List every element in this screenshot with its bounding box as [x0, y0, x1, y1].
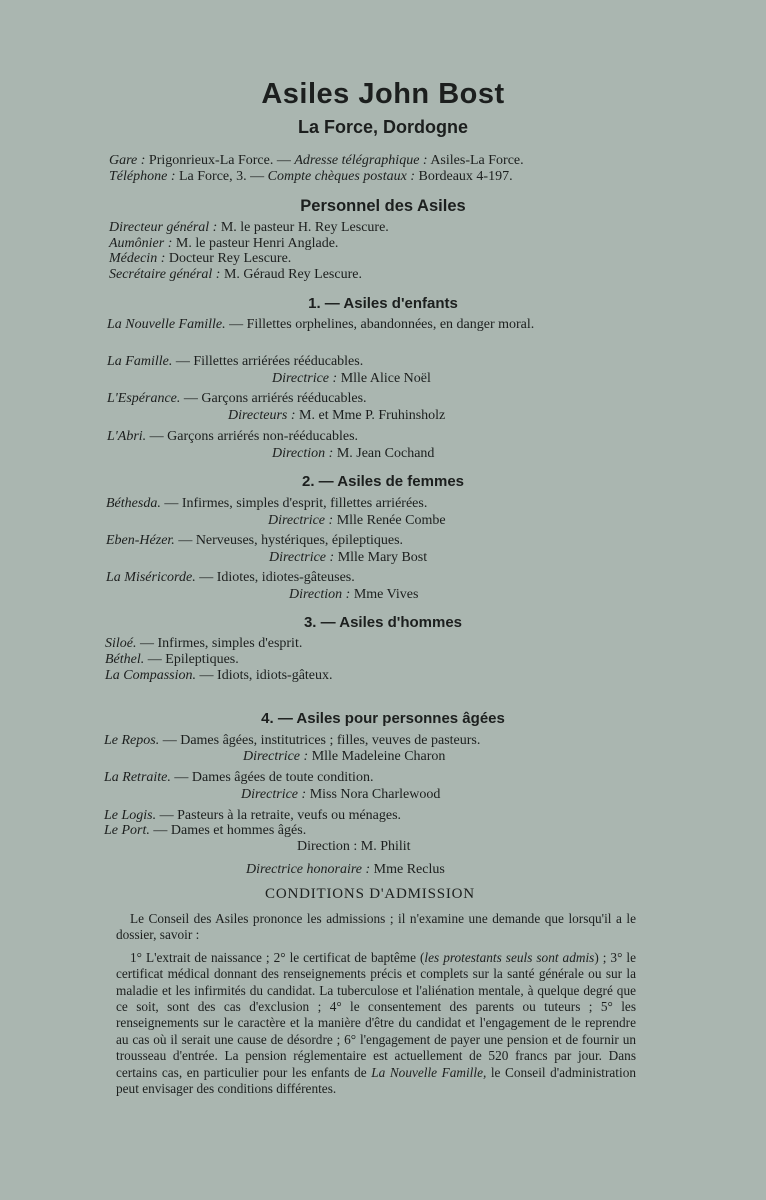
section-heading-3: 3. — Asiles d'hommes: [303, 614, 463, 631]
entry-place: L'Abri.: [107, 429, 147, 444]
honorary-name: Mme Reclus: [373, 862, 445, 877]
entry-line: [107, 317, 534, 333]
staff-name: Mme Vives: [353, 587, 419, 602]
personnel-role: Secrétaire général :: [109, 267, 221, 282]
conditions-text-1: 1° L'extrait de naissance ; 2° le certificat de baptême (: [130, 949, 425, 965]
entry-line: [107, 354, 363, 370]
staff-label: Direction :: [289, 587, 351, 602]
entry-place: L'Espérance.: [107, 391, 181, 406]
entry-staff: [268, 513, 446, 529]
personnel-item: [109, 251, 291, 267]
entry-place: La Compassion.: [105, 668, 197, 683]
entry-place: Béthesda.: [106, 496, 161, 511]
entry-place: La Famille.: [107, 354, 173, 369]
entry-desc: — Dames et hommes âgés.: [153, 823, 307, 838]
entry-desc: — Garçons arriérés rééducables.: [183, 391, 367, 406]
entry-line: [105, 636, 302, 652]
entry-line: [104, 733, 480, 749]
adresse-value: Asiles-La Force.: [430, 153, 524, 168]
staff-label: Directrice :: [269, 550, 335, 565]
personnel-item: [109, 267, 362, 283]
staff-label: Directrice :: [243, 749, 309, 764]
staff-name: M. Jean Cochand: [336, 446, 435, 461]
honorary-label: Directrice honoraire :: [246, 862, 371, 877]
staff-name: Mlle Madeleine Charon: [311, 749, 446, 764]
staff-name: Miss Nora Charlewood: [309, 787, 441, 802]
contact-line-1: [109, 153, 524, 169]
section-heading-2: 2. — Asiles de femmes: [301, 473, 465, 490]
personnel-item: [109, 220, 389, 236]
entry-desc: — Garçons arriérés non-rééducables.: [149, 429, 359, 444]
entry-desc: — Fillettes orphelines, abandonnées, en danger moral.: [229, 317, 535, 332]
entry-place: Le Logis.: [104, 808, 157, 823]
personnel-name: M. Géraud Rey Lescure.: [223, 267, 362, 282]
conditions-text-2: ) ; 3° le certificat médical donnant des renseignements précis et complets sur la santé générale ou sur la maladie et les infirmités du candidat. La tuberculose et l'aliénation mentale, à quelque degré que ce soit, sont des cas d'exclusion ; 4° le consentement des parents ou tuteurs ; 5° les renseignements sur le caractère et la manière d'être du candidat et l'engagement de le reprendre au cas où il serait une cause de désordre ; 6° l'engagement de payer une pension et de fournir un trousseau d'entrée. La pension réglementaire est actuellement de 520 francs par jour. Dans certains cas, en particulier pour les enfants de: [116, 949, 636, 1080]
entry-line: [105, 652, 239, 668]
entry-desc: — Nerveuses, hystériques, épileptiques.: [178, 533, 404, 548]
entry-line: [106, 496, 427, 512]
staff-label: Directrice :: [268, 513, 334, 528]
entry-staff: [228, 408, 445, 424]
entry-staff: [272, 446, 434, 462]
conditions-heading: CONDITIONS D'ADMISSION: [265, 886, 475, 902]
conditions-italic-1: les protestants seuls sont admis: [424, 949, 595, 965]
conditions-text-3: le Conseil d'administration peut envisager des conditions différentes.: [116, 1064, 636, 1097]
entry-desc: — Fillettes arriérées rééducables.: [175, 354, 364, 369]
gare-value: Prigonrieux-La Force. —: [148, 153, 291, 168]
telephone-value: La Force, 3. —: [178, 169, 265, 184]
entry-place: Béthel.: [105, 652, 145, 667]
entry-desc: — Dames âgées, institutrices ; filles, veuves de pasteurs.: [162, 733, 481, 748]
entry-place: La Nouvelle Famille.: [107, 317, 226, 332]
staff-name: M. Philit: [360, 839, 411, 854]
entry-line: [104, 770, 373, 786]
conditions-body: [116, 911, 636, 1097]
entry-line: [104, 823, 306, 839]
conditions-intro: Le Conseil des Asiles prononce les admissions ; il n'examine une demande que lorsqu'il a le dossier, savoir :: [116, 911, 636, 943]
personnel-name: M. le pasteur Henri Anglade.: [175, 236, 339, 251]
staff-label: Direction :: [272, 446, 334, 461]
entry-desc: — Idiotes, idiotes-gâteuses.: [199, 570, 355, 585]
entry-line: [106, 533, 403, 549]
compte-label: Compte chèques postaux :: [267, 169, 415, 184]
entry-staff: [241, 787, 440, 803]
entry-desc: — Idiots, idiots-gâteux.: [199, 668, 333, 683]
conditions-paragraph: [116, 950, 636, 1098]
entry-line: [104, 808, 401, 824]
contact-line-2: [109, 169, 513, 185]
telephone-label: Téléphone :: [109, 169, 176, 184]
entry-desc: — Infirmes, simples d'esprit.: [140, 636, 303, 651]
page-subtitle: La Force, Dordogne: [297, 117, 468, 137]
personnel-name: M. le pasteur H. Rey Lescure.: [220, 220, 389, 235]
personnel-role: Directeur général :: [109, 220, 218, 235]
entry-place: La Retraite.: [104, 770, 171, 785]
staff-label: Direction :: [297, 839, 358, 854]
personnel-name: Docteur Rey Lescure.: [168, 251, 292, 266]
personnel-role: Médecin :: [109, 251, 166, 266]
section-heading-4: 4. — Asiles pour personnes âgées: [261, 710, 505, 727]
entry-desc: — Dames âgées de toute condition.: [174, 770, 374, 785]
section-heading-1: 1. — Asiles d'enfants: [308, 295, 458, 312]
personnel-item: [109, 236, 338, 252]
staff-name: Mlle Alice Noël: [340, 371, 431, 386]
staff-name: Mlle Renée Combe: [336, 513, 446, 528]
staff-label: Directeurs :: [228, 408, 296, 423]
entry-staff: [269, 550, 427, 566]
entry-staff: [289, 587, 418, 603]
conditions-italic-2: La Nouvelle Famille,: [371, 1064, 487, 1080]
staff-name: M. et Mme P. Fruhinsholz: [299, 408, 446, 423]
adresse-label: Adresse télégraphique :: [294, 153, 428, 168]
staff-label: Directrice :: [272, 371, 338, 386]
entry-place: Siloé.: [105, 636, 137, 651]
personnel-heading: Personnel des Asiles: [300, 197, 466, 215]
entry-line: [107, 391, 367, 407]
entry-place: Le Port.: [104, 823, 150, 838]
entry-desc: — Infirmes, simples d'esprit, fillettes arriérées.: [164, 496, 428, 511]
entry-staff: [243, 749, 445, 765]
gare-label: Gare :: [109, 153, 146, 168]
entry-line: [105, 668, 333, 684]
entry-line: [107, 429, 358, 445]
honorary-line: [246, 862, 445, 878]
entry-line: [106, 570, 355, 586]
personnel-role: Aumônier :: [109, 236, 173, 251]
page-title: Asiles John Bost: [261, 78, 505, 110]
compte-value: Bordeaux 4-197.: [418, 169, 513, 184]
staff-label: Directrice :: [241, 787, 307, 802]
staff-name: Mlle Mary Bost: [337, 550, 428, 565]
entry-desc: — Epileptiques.: [147, 652, 239, 667]
entry-place: La Miséricorde.: [106, 570, 196, 585]
entry-place: Le Repos.: [104, 733, 160, 748]
entry-staff: [272, 371, 431, 387]
entry-desc: — Pasteurs à la retraite, veufs ou ménages.: [159, 808, 402, 823]
entry-staff: [297, 839, 411, 855]
entry-place: Eben-Hézer.: [106, 533, 175, 548]
